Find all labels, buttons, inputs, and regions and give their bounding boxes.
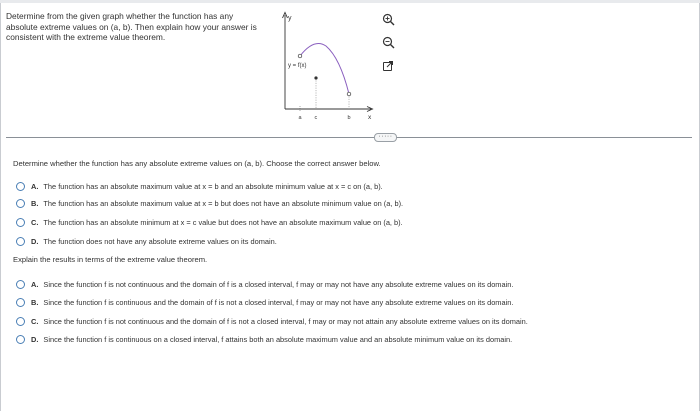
option-text: Since the function f is not continuous and the domain of f is a closed interval, f may or may not have any absolute extreme values on its domain. (43, 280, 514, 289)
section-divider (6, 137, 692, 138)
q2-option-a[interactable] (16, 280, 513, 289)
q1-option-d[interactable] (16, 237, 277, 246)
question-1-prompt: Determine whether the function has any absolute extreme values on (a, b). Choose the correct answer below. (13, 159, 381, 168)
open-endpoint-right (347, 92, 351, 96)
radio-button[interactable] (16, 317, 25, 326)
option-text: Since the function f is continuous and the domain of f is not a closed interval, f may or may not have any absolute extreme values on its domain. (43, 298, 514, 307)
option-letter: A. (31, 280, 39, 289)
popout-button[interactable] (380, 58, 396, 74)
problem-statement: Determine from the given graph whether the function has any absolute extreme values on (a, b). Then explain how your answer is consistent with the extreme value theorem. (6, 11, 257, 43)
option-letter: D. (31, 335, 39, 344)
zoom-in-icon (382, 13, 395, 26)
option-text: Since the function f is not continuous and the domain of f is not a closed interval, f may or may not attain any absolute extreme values on its domain. (43, 317, 528, 326)
radio-button[interactable] (16, 199, 25, 208)
option-text: Since the function f is continuous on a closed interval, f attains both an absolute maximum value and an absolute minimum value on its domain. (43, 335, 513, 344)
radio-button[interactable] (16, 218, 25, 227)
q2-option-b[interactable] (16, 298, 513, 307)
q1-option-c[interactable] (16, 218, 403, 227)
function-graph (270, 8, 380, 126)
x-axis-label: x (368, 114, 372, 121)
option-letter: C. (31, 218, 39, 227)
q2-option-d[interactable] (16, 335, 512, 344)
open-endpoint-left (298, 54, 302, 58)
option-letter: D. (31, 237, 39, 246)
top-accent-bar (0, 0, 700, 3)
frame-border-left (0, 3, 1, 411)
option-letter: B. (31, 199, 39, 208)
zoom-out-icon (382, 36, 395, 49)
q1-option-a[interactable] (16, 182, 383, 191)
y-axis-label: y (288, 15, 292, 22)
tick-label-c: c (314, 115, 318, 121)
radio-button[interactable] (16, 237, 25, 246)
option-text: The function has an absolute maximum value at x = b but does not have an absolute minimum value on (a, b). (43, 199, 404, 208)
point-at-c (314, 76, 317, 79)
expand-button[interactable]: ····· (374, 133, 397, 142)
tick-label-b: b (347, 115, 351, 121)
option-letter: C. (31, 317, 39, 326)
q2-option-c[interactable] (16, 317, 528, 326)
option-letter: B. (31, 298, 39, 307)
function-curve (300, 44, 349, 94)
radio-button[interactable] (16, 298, 25, 307)
option-letter: A. (31, 182, 39, 191)
radio-button[interactable] (16, 335, 25, 344)
external-link-icon (382, 60, 394, 72)
option-text: The function has an absolute maximum value at x = b and an absolute minimum value at x = c on (a, b). (43, 182, 383, 191)
function-label: y = f(x) (288, 63, 307, 69)
option-text: The function does not have any absolute extreme values on its domain. (43, 237, 277, 246)
zoom-in-button[interactable] (380, 11, 396, 27)
radio-button[interactable] (16, 182, 25, 191)
tick-label-a: a (298, 115, 302, 121)
q1-option-b[interactable] (16, 199, 403, 208)
radio-button[interactable] (16, 280, 25, 289)
option-text: The function has an absolute minimum at x = c value but does not have an absolute maximum value on (a, b). (43, 218, 403, 227)
question-2-prompt: Explain the results in terms of the extreme value theorem. (13, 255, 208, 264)
zoom-out-button[interactable] (380, 34, 396, 50)
